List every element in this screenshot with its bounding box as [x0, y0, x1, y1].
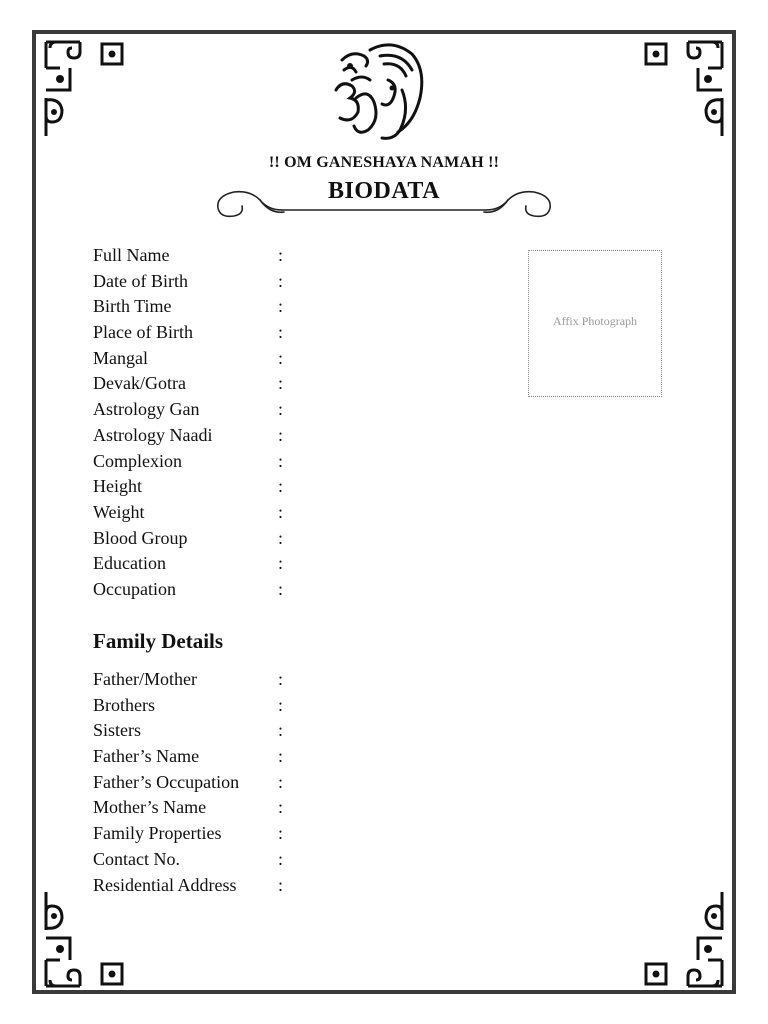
field-label: Astrology Naadi: [93, 424, 213, 445]
field-separator: :: [278, 797, 284, 818]
field-label: Sisters: [93, 720, 142, 741]
field-label: Father/Mother: [93, 669, 197, 689]
field-separator: :: [278, 501, 284, 522]
field-label: Date of Birth: [93, 270, 188, 291]
field-separator: :: [278, 322, 284, 343]
field-separator: :: [278, 450, 284, 471]
field-label: Occupation: [93, 578, 176, 599]
field-separator: :: [278, 874, 284, 895]
field-label: Family Properties: [93, 823, 222, 844]
field-label: Birth Time: [93, 296, 172, 317]
corner-ornament-top-right-icon: [638, 38, 728, 148]
document-title: BIODATA: [328, 178, 440, 204]
field-separator: :: [278, 694, 284, 715]
field-separator: :: [278, 424, 284, 445]
field-separator: :: [278, 746, 284, 767]
family-details-heading: Family Details: [93, 629, 224, 653]
photo-placeholder-text: Affix Photograph: [552, 314, 638, 328]
field-label: Full Name: [93, 245, 170, 265]
corner-ornament-bottom-right-icon: [638, 880, 728, 990]
field-separator: :: [278, 771, 284, 792]
field-separator: :: [278, 553, 284, 574]
field-separator: :: [278, 399, 284, 420]
field-label: Astrology Gan: [93, 399, 200, 420]
field-label: Devak/Gotra: [93, 373, 186, 394]
field-separator: :: [278, 476, 284, 497]
field-label: Brothers: [93, 694, 155, 715]
field-separator: :: [278, 296, 284, 317]
photo-placeholder: [528, 250, 662, 397]
field-label: Father’s Occupation: [93, 771, 240, 792]
field-label: Father’s Name: [93, 746, 200, 767]
field-label: Mangal: [93, 347, 148, 368]
field-separator: :: [278, 527, 284, 548]
field-label: Weight: [93, 501, 145, 522]
field-separator: :: [278, 245, 284, 265]
field-label: Blood Group: [93, 527, 188, 548]
field-separator: :: [278, 669, 284, 689]
field-label: Complexion: [93, 450, 182, 471]
field-label: Education: [93, 553, 166, 574]
field-separator: :: [278, 347, 284, 368]
field-separator: :: [278, 720, 284, 741]
ganesha-om-icon: [322, 40, 426, 144]
field-label: Contact No.: [93, 848, 180, 869]
field-label: Height: [93, 476, 142, 497]
field-separator: :: [278, 373, 284, 394]
field-label: Residential Address: [93, 874, 237, 895]
corner-ornament-top-left-icon: [40, 38, 130, 148]
invocation-heading: !! OM GANESHAYA NAMAH !!: [268, 154, 500, 171]
field-separator: :: [278, 270, 284, 291]
field-separator: :: [278, 578, 284, 599]
field-separator: :: [278, 848, 284, 869]
field-label: Mother’s Name: [93, 797, 207, 818]
field-label: Place of Birth: [93, 322, 193, 343]
field-separator: :: [278, 823, 284, 844]
